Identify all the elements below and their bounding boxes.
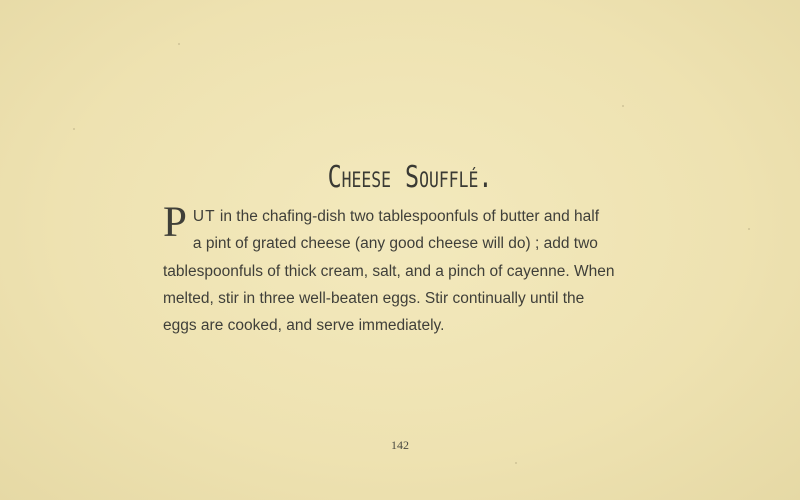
paper-speck xyxy=(748,228,750,230)
paper-speck xyxy=(515,462,517,464)
recipe-line xyxy=(163,203,663,230)
paper-speck xyxy=(622,105,624,107)
first-word-rest: UT xyxy=(192,208,216,225)
recipe-line: eggs are cooked, and serve immediately. xyxy=(163,317,445,335)
recipe-body xyxy=(163,199,663,339)
recipe-line: melted, stir in three well-beaten eggs. Stir continually until the xyxy=(163,289,585,307)
paper-speck xyxy=(73,128,75,130)
recipe-title: Cheese Soufflé. xyxy=(327,160,493,195)
recipe-line-text: in the chafing-dish two tablespoonfuls of butter and half xyxy=(215,208,600,225)
drop-cap: P xyxy=(163,199,187,246)
page-number: 142 xyxy=(391,438,409,452)
paper-speck xyxy=(178,43,180,45)
recipe-line: tablespoonfuls of thick cream, salt, and a pinch of cayenne. When xyxy=(163,262,615,280)
recipe-line: a pint of grated cheese (any good cheese will do) ; add two xyxy=(192,235,598,253)
